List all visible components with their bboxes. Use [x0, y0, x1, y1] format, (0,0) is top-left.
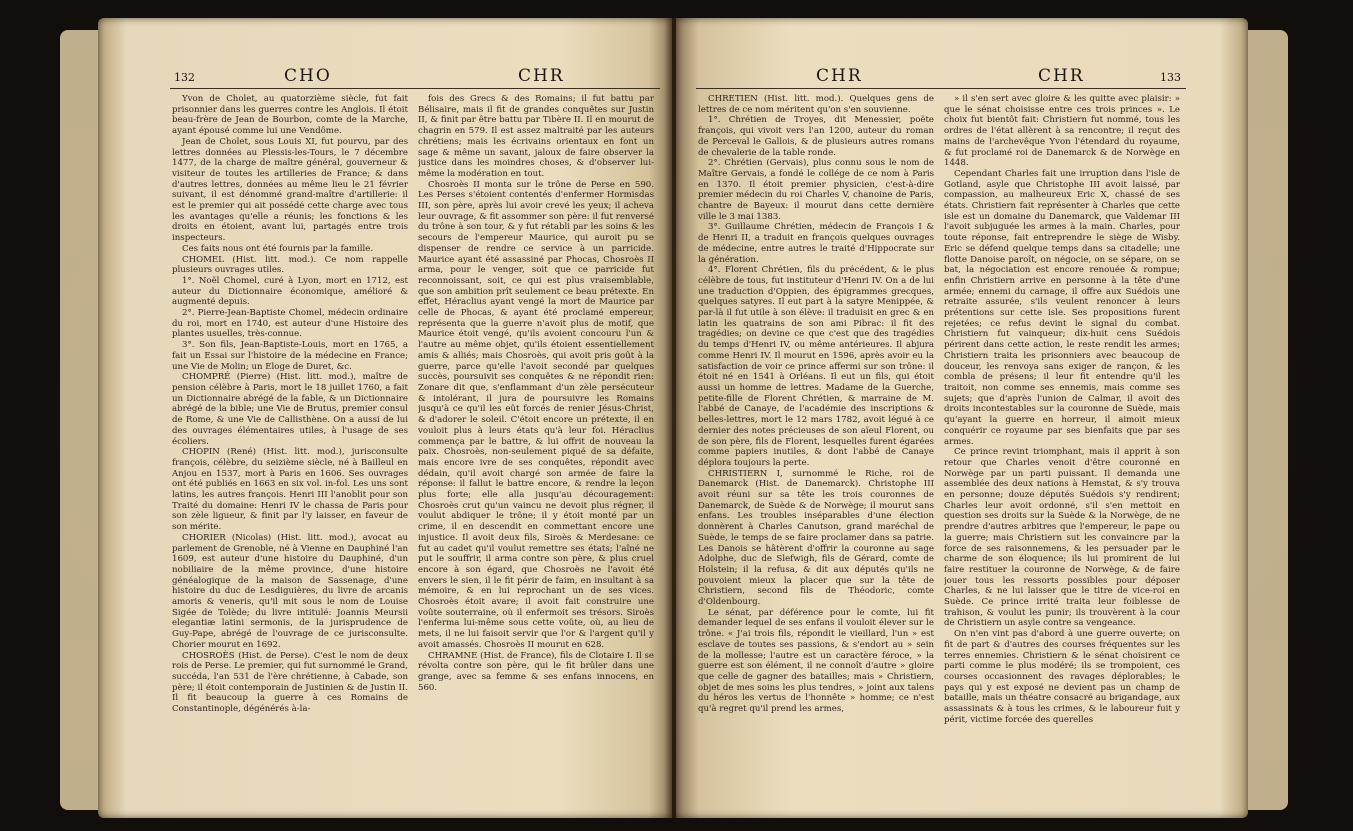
paragraph: Ces faits nous ont été fournis par la famille. [182, 243, 374, 254]
page-edges-right [1248, 30, 1288, 810]
header-rule [170, 88, 660, 89]
paragraph: 2°. Pierre-Jean-Baptiste Chomel, médecin ordinaire du roi, mort en 1740, est auteur d'une Histoire des plantes usuelles, très-connue. [172, 308, 408, 340]
paragraph: CHOMEL (Hist. litt. mod.). Ce nom rappelle plusieurs ouvrages utiles. [172, 254, 408, 276]
right-page-number: 133 [1160, 71, 1181, 84]
left-column-1 [172, 94, 408, 818]
right-column-1 [698, 94, 934, 818]
left-page [98, 18, 672, 818]
right-page [676, 18, 1248, 818]
right-column-2 [944, 94, 1180, 818]
paragraph: CHORIER (Nicolas) (Hist. litt. mod.), avocat au parlement de Grenoble, né à Vienne en Dauphiné l'an 1609, est auteur d'une histoire du Dauphiné, d'un nobiliaire de la même province, d'une histoire généalogique de la maison de Sassenage, d'une histoire du duc de Lesdiguières, du livre de arcanis amoris & veneris, qu'il mit sous le nom de Louise Sigée de Tolède; du livre intitulé: Joannis Meursii elegantiæ latini sermonis, de la jurisprudence de Guy-Pape, abrégé de l'ouvrage de ce jurisconsulte. Chorier mourut en 1692. [172, 532, 408, 650]
left-header-right: CHR [518, 66, 565, 86]
paragraph: CHRISTIERN I, surnommé le Riche, roi de Danemarck (Hist. de Danemarck). Christophe III avoit réuni sur sa tête les trois couronnes de Danemarck, de Suède & de Norwège; il mourut sans enfans. Les troubles inséparables d'une élection donnèrent à Charles Canutson, grand maréchal de Suède, le temps de se faire proclamer dans sa patrie. Les Danois se hâtèrent d'offrir la couronne au sage Adolphe, duc de Slefwigh, fils de Gérard, comte de Holstein; il la refusa, & dit aux députés qu'ils ne pouvoient mieux la placer que sur la tête de Christiern, second fils de Théodoric, comte d'Oldenbourg. [698, 468, 934, 608]
paragraph: CHRAMNE (Hist. de France), fils de Clotaire I. Il se révolta contre son père, qui le fit brûler dans une grange, avec sa femme & ses enfans innocens, en 560. [418, 650, 654, 693]
paragraph: CHOSROÈS (Hist. de Perse). C'est le nom de deux rois de Perse. Le premier, qui fut surnommé le Grand, succéda, l'an 531 de l'ère chrétienne, à Cabade, son père; il étoit contemporain de Justinien & de Justin II. Il fit beaucoup la guerre à ces Romains de Constantinople, dégénérés à-la- [172, 650, 408, 715]
paragraph: Chosroès II monta sur le trône de Perse en 590. Les Perses s'étoient contentés d'enfermer Hormisdas III, son père, après lui avoir crevé les yeux; il acheva leur ouvrage, & fit assommer son père: il fut renversé du trône à son tour, & y fut rétabli par les soins & les secours de l'empereur Maurice, qui auroit pu se dispenser de rendre ce service à un parricide. Maurice ayant été assassiné par Phocas, Chosroès II arma, pour le venger, soit que ce parricide fut reconnoissant, soit, ce qui est plus vraisemblable, que son ambition prît seulement ce beau prétexte. En effet, Héraclius ayant vengé la mort de Maurice par celle de Phocas, & ayant été proclamé empereur, représenta que la guerre n'avoit plus de motif, que Maurice étoit vengé, qu'ils avoient concouru l'un & l'autre au même objet, qu'ils étoient essentiellement amis & alliés; mais Chosroès, qui avoit pris goût à la guerre, parce qu'elle l'avoit secondé par quelques succès, poursuivit ses conquêtes & ne répondit rien: Zonare dit que, s'enflammant d'un zèle persécuteur & intolérant, il jura de poursuivre les Romains jusqu'à ce qu'il les eût forcés de renier Jésus-Christ, & d'adorer le soleil. C'étoit encore un prétexte, il en vouloit plus à leurs états qu'à leur foi. Héraclius commença par le battre, & lui offrit de nouveau la paix. Chosroès, non-seulement piqué de sa défaite, mais encore ivre de ses conquêtes, répondit avec dédain, qu'il avoit chargé son armée de faire la réponse: il fallut le battre encore, & rendre la leçon plus forte; elle alla jusqu'au découragement: Chosroès crut qu'un vaincu ne devoit plus régner, il voulut abdiquer le trône; il y étoit monté par un crime, il en descendit en commettant encore une injustice. Il avoit deux fils, Siroès & Merdesane: ce fut au cadet qu'il voulut remettre ses états; l'aîné ne put le souffrir, il arma contre son père, & plus cruel encore à son égard, que Chosroès ne l'avoit été envers le sien, il le fit périr de faim, en insultant à sa mémoire, & en lui reprochant un de ses vices. Chosroès étoit avare; il avoit fait construire une voûte souterraine, où il enfermoit ses trésors. Siroès l'enferma lui-même sous cette voûte, où, au lieu de mets, il ne lui faisoit servir que l'or & l'argent qu'il y avoit amassés. Chosroès II mourut en 628. [418, 179, 654, 650]
paragraph: » il s'en sert avec gloire & les quitte avec plaisir: » que le sénat choisisse entre ces trois princes ». Le choix fut bientôt fait: Christiern fut nommé, tous les ordres de l'état allèrent à sa rencontre; il reçut des mains de l'archevêque Yvon l'étendard du royaume, & fut proclamé roi de Danemarck & de Norwège en 1448. [944, 94, 1180, 169]
paragraph: Ce prince revint triomphant, mais il apprit à son retour que Charles venoit d'être couronné en Norwège par un parti puissant. Il demanda une assemblée des deux nations à Hemstat, & s'y trouva en personne; douze députés Suédois s'y rendirent; Charles leur avoit ordonné, s'il s'en mettoit en question ses droits sur la Suède & la Norwège, de ne prendre d'autres arbitres que l'empereur, le pape ou la guerre; mais Christiern sut les convaincre par la force de ses raisonnemens, & les persuader par le charme de son éloquence; ils lui promirent de lui faire restituer la couronne de Norwège, & de faire jouer tous les ressorts possibles pour déposer Charles, & ne lui laisser que le titre de vice-roi en Suède. Ce prince irrité traita leur foiblesse de trahison, & voulut les punir; ils trouvèrent à la cour de Christiern un asyle contre sa vengeance. [944, 447, 1180, 629]
header-rule [696, 88, 1186, 89]
paragraph: Cependant Charles fait une irruption dans l'isle de Gotland, asyle que Christophe III avoit laissé, par compassion, au malheureux Eric X, chassé de ses états. Christiern fait représenter à Charles que cette isle est un domaine du Danemarck, que Valdemar III l'avoit subjuguée les armes à la main. Charles, pour toute réponse, fait entreprendre le siège de Wisby. Eric se défend quelque temps dans sa citadelle; une flotte Danoise paroît, on négocie, on se sépare, on se bat, la négociation est encore renouée & rompue; enfin Christiern arrive en personne à la tête d'une armée; ennemi du carnage, il offre aux Suédois une retraite assurée, s'ils veulent renoncer à leurs prétentions sur cette isle. Ses propositions furent rejetées; ce refus devint le signal du combat. Christiern fut vainqueur; dix-huit cens Suédois périrent dans cette action, le reste rendit les armes; Christiern traita les prisonniers avec beaucoup de douceur, les renvoya sans exiger de rançon, & les combla de présens; il leur fit entendre qu'il les traitoit, non comme ses ennemis, mais comme ses sujets; que d'après l'union de Calmar, il avoit des droits incontestables sur la couronne de Suède, mais qu'ayant la guerre en horreur, il aimoit mieux conquérir ce royaume par ses bienfaits que par ses armes. [944, 168, 1180, 447]
paragraph: CHOMPRÉ (Pierre) (Hist. litt. mod.), maître de pension célèbre à Paris, mort le 18 juillet 1760, a fait un Dictionnaire abrégé de la fable, & un Dictionnaire abrégé de la bible; une Vie de Brutus, premier consul de Rome, & une Vie de Callisthène. On a aussi de lui des ouvrages élémentaires utiles, à l'usage de ses écoliers. [172, 372, 408, 447]
paragraph: Jean de Cholet, sous Louis XI, fut pourvu, par des lettres données au Plessis-les-Tours, le 7 décembre 1477, de la charge de maître général, gouverneur & visiteur de toutes les artilleries de France; & dans d'autres lettres, données au même lieu le 21 février suivant, il est dénommé grand-maître d'artillerie: il est le premier qui ait possédé cette charge avec tous les avantages qu'elle a réunis; les fonctions & les droits en étoient, avant lui, partagés entre trois inspecteurs. [172, 136, 408, 244]
page-edges-left [60, 30, 100, 810]
paragraph: CHRÉTIEN (Hist. litt. mod.). Quelques gens de lettres de ce nom méritent qu'on s'en souvienne. [698, 94, 934, 115]
paragraph: Yvon de Cholet, au quatorzième siècle, fut fait prisonnier dans les guerres contre les Anglois. Il étoit beau-frère de Jean de Bourbon, comte de la Marche, ayant épousé comme lui une Vendôme. [172, 94, 408, 137]
left-column-2 [418, 94, 654, 818]
paragraph: 1°. Noël Chomel, curé à Lyon, mort en 1712, est auteur du Dictionnaire économique, amélioré & augmenté depuis. [172, 275, 408, 308]
paragraph: 4°. Florent Chrétien, fils du précédent, & le plus célèbre de tous, fut instituteur d'Henri IV. On a de lui une traduction d'Oppien, des épigrammes grecques, quelques satyres. Il eut part à la satyre Menippée, & par-là il fut utile à son élève: il traduisit en grec & en latin les quatrains de son ami Pibrac: il fit des tragédies; on devine ce que c'est que des tragédies du temps d'Henri IV, ou même antérieures. Il abjura comme Henri IV. Il mourut en 1596, après avoir eu la satisfaction de voir ce prince affermi sur son trône: il étoit né en 1541 à Orléans. Il eut un fils, qui étoit aussi un homme de lettres. Madame de la Guerche, petite-fille de Florent Chrétien, & marraine de M. l'abbé de Canaye, de l'académie des inscriptions & belles-lettres, mort le 12 mars 1782, avoit légué à ce dernier des notes précieuses de son aïeul Florent, ou de son père, fils de Florent, lesquelles furent égarées comme papiers inutiles, & dont l'abbé de Canaye déplora toujours la perte. [698, 265, 934, 468]
paragraph: CHOPIN (René) (Hist. litt. mod.), jurisconsulte françois, célèbre, du seizième siècle, né à Bailleul en Anjou en 1537, mort à Paris en 1606. Ses ouvrages ont été publiés en 1663 en six vol. in-fol. Les uns sont latins, les autres françois. Henri III l'anoblit pour son Traité du domaine: Henri IV le chassa de Paris pour son zèle ligueur, & finit par l'y laisser, en faveur de son mérite. [172, 447, 408, 533]
right-header-right: CHR [1038, 66, 1085, 86]
left-page-number: 132 [174, 71, 195, 84]
paragraph: 3°. Guillaume Chrétien, médecin de François I & de Henri II, a traduit en françois quelques ouvrages de médecine, entre autres le traité d'Hippocrate sur la génération. [698, 222, 934, 265]
paragraph: Le sénat, par déférence pour le comte, lui fit demander lequel de ses enfans il vouloit élever sur le trône. « J'ai trois fils, répondit le vieillard, l'un » est esclave de toutes ses passions, & s'endort au » sein de la mollesse; l'autre est un caractère féroce, » la guerre est son élément, il ne connoît d'autre » gloire que celle de gagner des batailles; mais » Christiern, objet de mes soins les plus tendres, » joint aux talens du héros les vertus de l'honnête » homme; ce n'est qu'à regret qu'il prend les armes, [698, 607, 934, 715]
paragraph: 1°. Chrétien de Troyes, dit Menessier, poëte françois, qui vivoit vers l'an 1200, auteur du roman de Perceval le Gallois, & de plusieurs autres romans de chevalerie de la table ronde. [698, 115, 934, 158]
paragraph: On n'en vint pas d'abord à une guerre ouverte; on fit de part & d'autres des courses fréquentes sur les terres ennemies. Christiern & le sénat choisirent ce parti comme le plus modéré; ils se trompoient, ces courses occasionnent des ravages déplorables; le pays qui y est exposé ne devient pas un champ de bataille, mais un théatre consacré au brigandage, aux assassinats & à tous les crimes, & le laboureur fuit y périt, victime forcée des querelles [944, 629, 1180, 725]
paragraph: fois des Grecs & des Romains; il fut battu par Bélisaire, mais il fit de grandes conquêtes sur Justin II, & finit par être battu par Tibère II. Il en mourut de chagrin en 579. Il est assez maltraité par les auteurs chrétiens; mais les écrivains orientaux en font un sage & même un savant, jaloux de faire observer la justice dans les moindres choses, & d'observer lui-même la modération en tout. [418, 94, 654, 179]
paragraph: 3°. Son fils, Jean-Baptiste-Louis, mort en 1765, a fait un Essai sur l'histoire de la médecine en France; une Vie de Molin; un Eloge de Duret, &c. [172, 340, 408, 372]
left-header-left: CHO [284, 66, 332, 86]
right-header-left: CHR [816, 66, 863, 86]
paragraph: 2°. Chrétien (Gervais), plus connu sous le nom de Maître Gervais, a fondé le collége de ce nom à Paris en 1370. Il étoit premier physicien, c'est-à-dire premier médecin du roi Charles V, chanoine de Paris, chantre de Bayeux: il mourut dans cette dernière ville le 3 mai 1383. [698, 158, 934, 222]
